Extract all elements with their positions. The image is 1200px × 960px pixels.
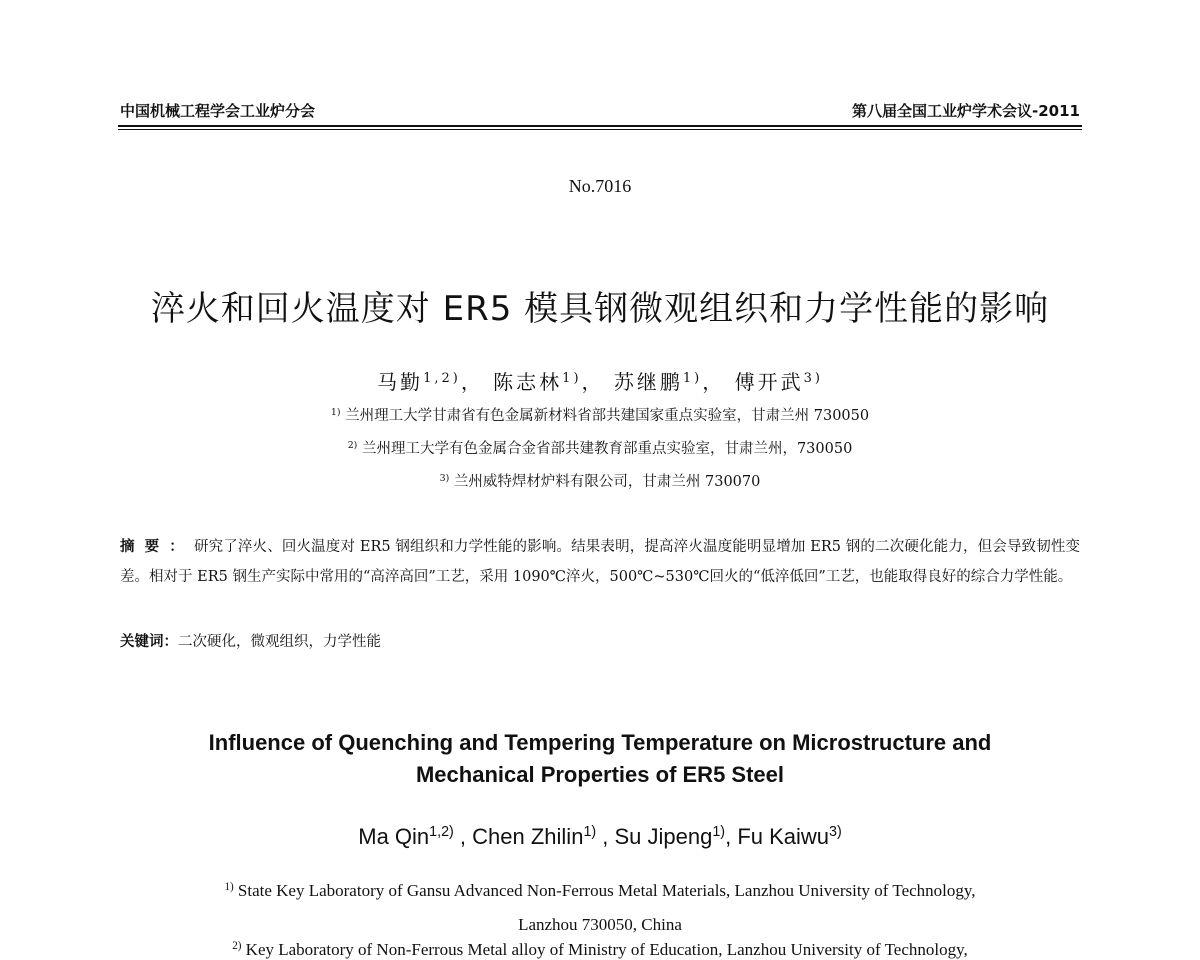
en-author-sup: 1)	[712, 824, 726, 841]
cn-author-sup: 3)	[803, 370, 823, 386]
abstract-text: 研究了淬火、回火温度对 ER5 钢组织和力学性能的影响。结果表明，提高淬火温度能明显增加 ER5 钢的二次硬化能力，但会导致韧性变差。相对于 ER5 钢生产实际中常用的“高淬高回”工艺，采用 1090℃淬火，500℃~530℃回火的“低淬低回”工艺，也能取得良好的综合力学性能。	[120, 539, 1081, 585]
cn-affiliation-2	[0, 437, 1200, 458]
en-aff-sup: 2)	[232, 939, 242, 952]
cn-author-sup: 1,2)	[423, 370, 461, 386]
doc-number: No.7016	[568, 176, 632, 196]
abstract-label: 摘要：	[120, 538, 194, 555]
en-title-line-2: Mechanical Properties of ER5 Steel	[415, 762, 785, 787]
en-aff-sup: 1)	[224, 880, 234, 893]
en-author-sup: 1)	[583, 824, 597, 841]
en-author-name: Fu Kaiwu	[737, 824, 830, 849]
en-authors	[0, 824, 1200, 850]
en-aff1-text: State Key Laboratory of Gansu Advanced Non-Ferrous Metal Materials, Lanzhou University of Technology,	[237, 881, 976, 900]
en-title-line-1: Influence of Quenching and Tempering Temperature on Microstructure and	[208, 730, 992, 755]
cn-author-sup: 1)	[682, 370, 703, 386]
cn-affiliation-1	[0, 404, 1200, 425]
cn-authors: 马勤$^{1,2)}$， 陈志林$^{1)}$， 苏继鹏$^{1)}$， 傅开武$^{3)}$	[377, 370, 823, 394]
en-author-name: Chen Zhilin	[472, 824, 584, 849]
en-aff1-line-2: Lanzhou 730050, China	[518, 915, 682, 934]
keywords-text: 二次硬化，微观组织，力学性能	[178, 634, 381, 650]
en-affiliation-2	[0, 940, 1200, 960]
cn-author-name: 苏继鹏	[613, 370, 683, 394]
cn-author-sup: 1)	[562, 370, 582, 386]
en-title	[0, 727, 1200, 791]
cn-author-name: 马勤	[377, 370, 424, 394]
cn-title: 淬火和回火温度对 ER5 模具钢微观组织和力学性能的影响	[150, 289, 1050, 329]
cn-affiliation-3	[0, 470, 1200, 491]
en-author-sep: ,	[596, 824, 615, 849]
header-rule-thick	[118, 125, 1082, 127]
header-right: 第八届全国工业炉学术会议-2011	[852, 102, 1080, 120]
en-affiliation-1	[0, 874, 1200, 942]
header-left: 中国机械工程学会工业炉分会	[120, 102, 316, 120]
cn-aff-sup: 3)	[439, 472, 450, 484]
cn-aff-sup: 2)	[347, 439, 358, 451]
en-author-sep: ,	[453, 824, 473, 849]
cn-author-name: 傅开武	[734, 370, 804, 394]
en-author-sup: 1,2)	[429, 824, 454, 841]
cn-aff-text: 兰州理工大学有色金属合金省部共建教育部重点实验室，甘肃兰州，730050	[361, 441, 853, 457]
en-author-sep: ,	[725, 824, 738, 849]
en-author-name: Ma Qin	[358, 824, 430, 849]
en-aff2-text: Key Laboratory of Non-Ferrous Metal alloy of Ministry of Education, Lanzhou University of Technology,	[245, 940, 968, 959]
cn-abstract	[120, 532, 1080, 592]
en-author-name: Su Jipeng	[614, 824, 713, 849]
en-aff1-line-1	[0, 874, 1200, 908]
cn-aff-text: 兰州威特焊材炉料有限公司，甘肃兰州 730070	[453, 474, 761, 490]
cn-aff-text: 兰州理工大学甘肃省有色金属新材料省部共建国家重点实验室，甘肃兰州 730050	[345, 408, 870, 424]
header-rule-thin	[118, 129, 1082, 130]
cn-aff-sup: 1)	[330, 406, 341, 418]
en-author-sup: 3)	[829, 824, 842, 841]
cn-author-name: 陈志林	[493, 370, 563, 394]
keywords-label: 关键词：	[120, 633, 178, 650]
cn-keywords	[120, 630, 381, 651]
